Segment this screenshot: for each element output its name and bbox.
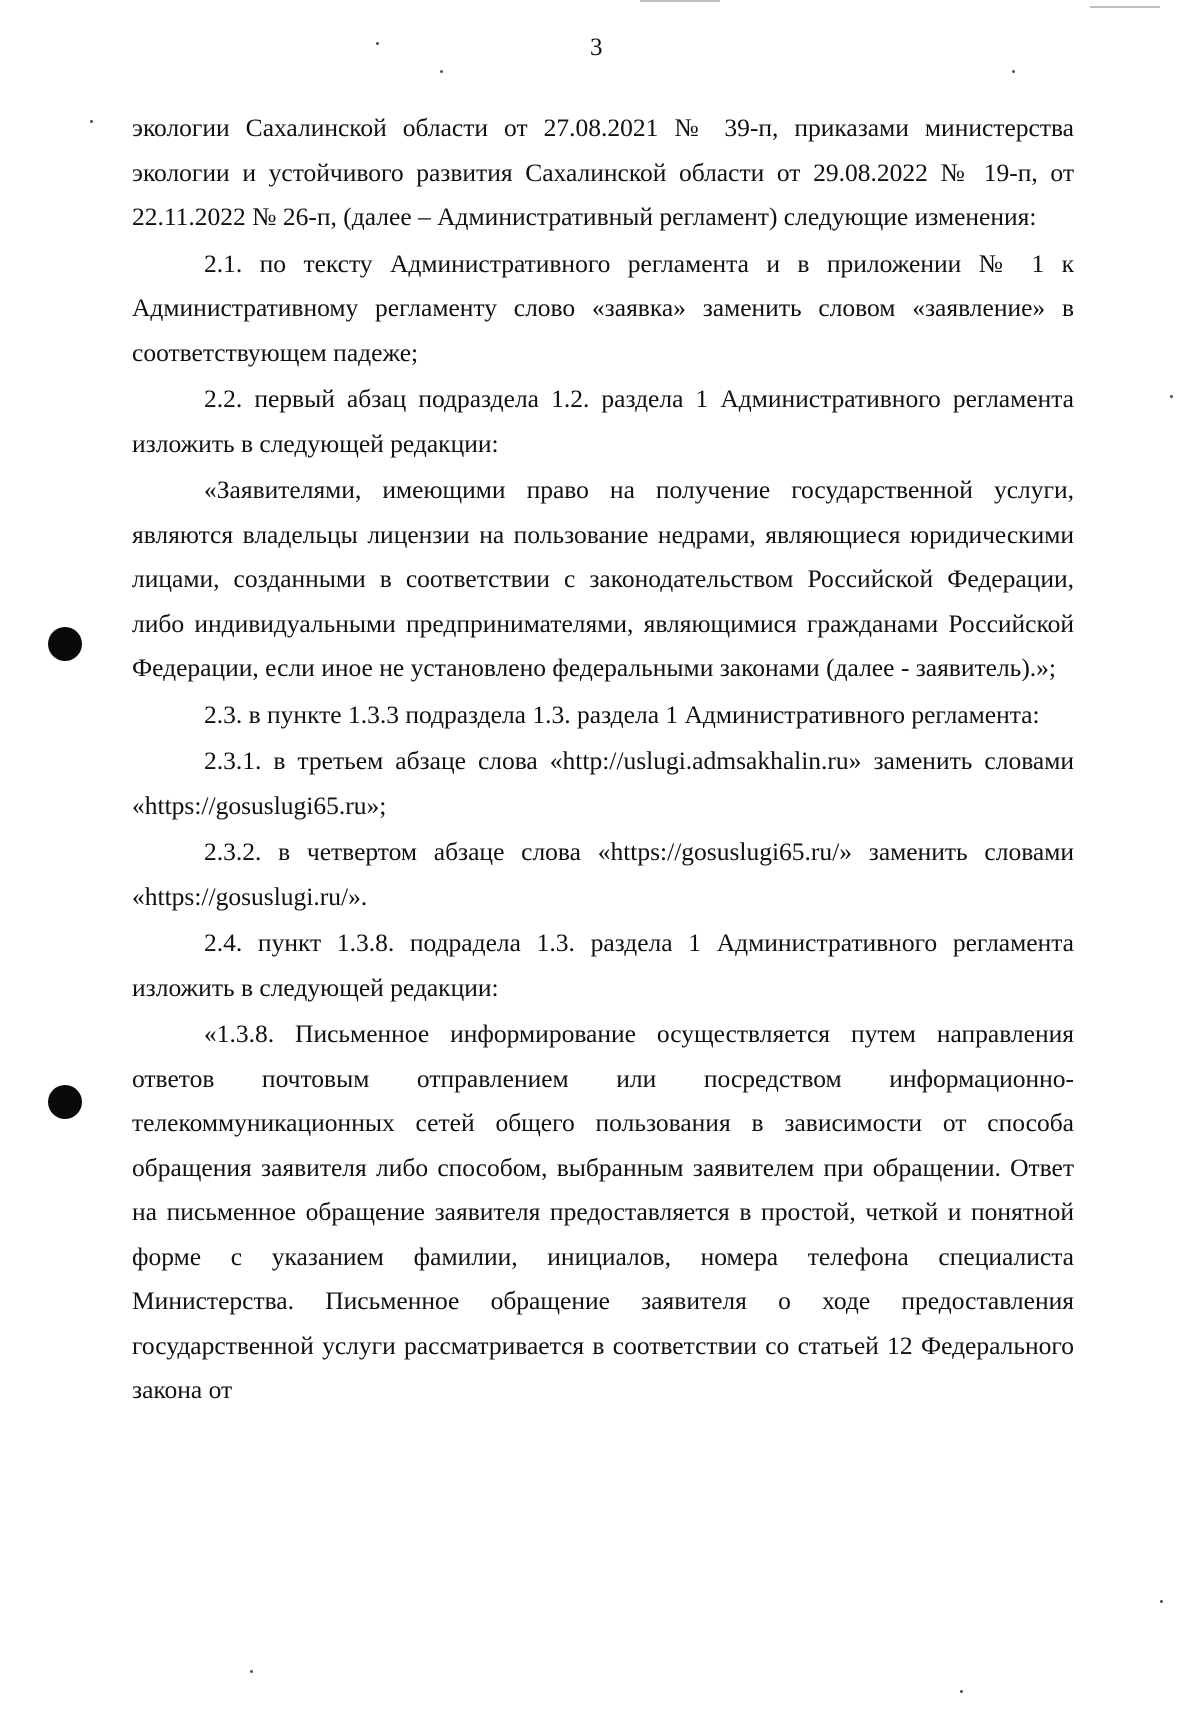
paragraph: 2.3. в пункте 1.3.3 подраздела 1.3. раздела 1 Административного регламента: <box>204 699 1040 729</box>
paragraph: «Заявителями, имеющими право на получение государственной услуги, являются владельцы лицензии на пользование недрами, являющиеся юридическими лицами, созданными в соответствии с законодательством Российской Федерации, либо индивидуальными предпринимателями, являющимися гражданами Российской Федерации, если иное не установлено федеральными законами (далее - заявитель).»; <box>132 475 1074 682</box>
paragraph: экологии Сахалинской области от 27.08.2021 № 39-п, приказами министерства экологии и устойчивого развития Сахалинской области от 29.08.2022 № 19-п, от 22.11.2022 № 26-п, (далее – Административный регламент) следующие изменения: <box>132 113 1074 231</box>
scan-speck <box>440 70 443 73</box>
punch-hole-mark <box>48 627 82 661</box>
paragraph: 2.2. первый абзац подраздела 1.2. раздела 1 Административного регламента изложить в следующей редакции: <box>132 384 1074 458</box>
punch-hole-mark <box>48 1085 82 1119</box>
paragraph: «1.3.8. Письменное информирование осуществляется путем направления ответов почтовым отправлением или посредством информационно-телекоммуникационных сетей общего пользования в зависимости от способа обращения заявителя либо способом, выбранным заявителем при обращении. Ответ на письменное обращение заявителя предоставляется в простой, четкой и понятной форме с указанием фамилии, инициалов, номера телефона специалиста Министерства. Письменное обращение заявителя о ходе предоставления государственной услуги рассматривается в соответствии со статьей 12 Федерального закона от <box>132 1019 1074 1404</box>
scan-artifact-line <box>640 0 720 2</box>
document-body <box>132 106 1074 1415</box>
scan-speck <box>1160 1600 1163 1603</box>
scan-speck <box>250 1670 253 1673</box>
paragraph: 2.4. пункт 1.3.8. подрадела 1.3. раздела 1 Административного регламента изложить в следующей редакции: <box>132 928 1074 1002</box>
page-number: 3 <box>590 34 603 61</box>
scan-artifact-line <box>1090 6 1160 8</box>
paragraph: 2.3.2. в четвертом абзаце слова «https://gosuslugi65.ru/» заменить словами «https://gosuslugi.ru/». <box>132 837 1074 911</box>
scan-speck <box>1170 395 1173 398</box>
scan-speck <box>90 120 93 123</box>
paragraph: 2.1. по тексту Административного регламента и в приложении № 1 к Административному регламенту слово «заявка» заменить словом «заявление» в соответствующем падеже; <box>132 248 1074 367</box>
scan-speck <box>1012 70 1015 73</box>
paragraph: 2.3.1. в третьем абзаце слова «http://uslugi.admsakhalin.ru» заменить словами «https://gosuslugi65.ru»; <box>132 746 1074 820</box>
scan-speck <box>376 42 379 45</box>
scan-speck <box>960 1690 963 1693</box>
